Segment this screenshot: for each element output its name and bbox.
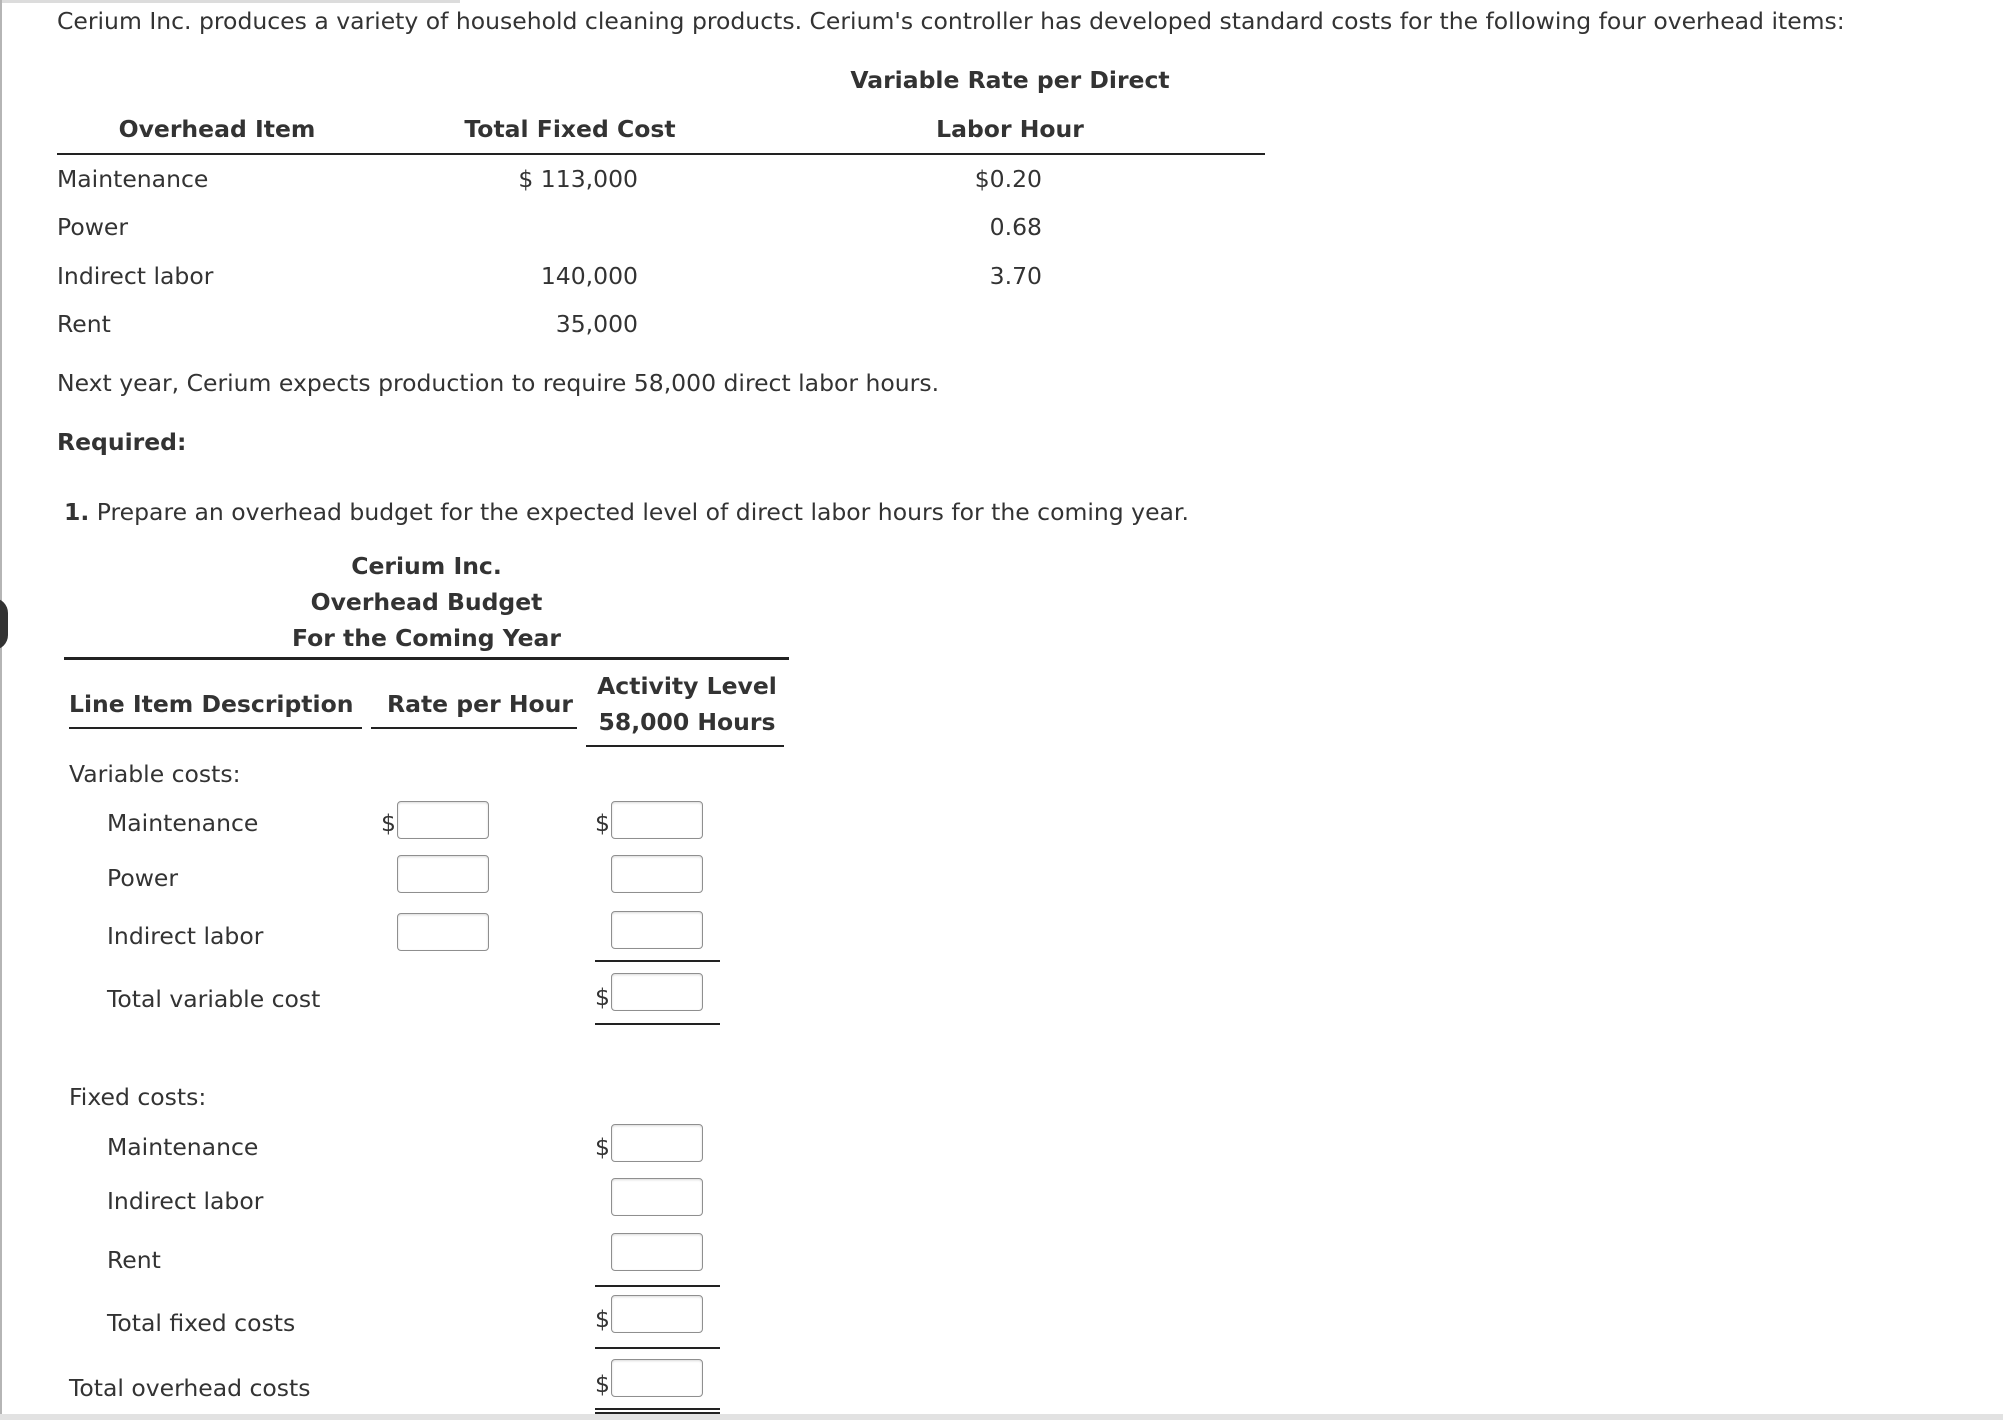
row-rate-maintenance: $0.20 (974, 165, 1042, 193)
fixed-costs-label: Fixed costs: (69, 1083, 207, 1111)
row-item-rent: Rent (57, 310, 111, 338)
var-power-rate-input[interactable] (397, 855, 489, 893)
col-header-activity-line2: 58,000 Hours (598, 708, 776, 736)
var-indirect-labor-label: Indirect labor (107, 922, 264, 950)
col-rule-rate (371, 727, 577, 729)
variable-costs-label: Variable costs: (69, 760, 241, 788)
fix-indirect-labor-label: Indirect labor (107, 1187, 264, 1215)
col-header-activity-line1: Activity Level (597, 672, 777, 700)
intro-text: Cerium Inc. produces a variety of household cleaning products. Cerium's controller has developed standard costs for the following four overhead items: (57, 7, 1845, 35)
row-rate-power: 0.68 (989, 213, 1042, 241)
row-rate-indirect-labor: 3.70 (989, 262, 1042, 290)
var-maintenance-amount-currency: $ (595, 809, 610, 837)
row-fixed-rent: 35,000 (555, 310, 638, 338)
row-item-power: Power (57, 213, 129, 241)
row-item-indirect-labor: Indirect labor (57, 262, 214, 290)
col-header-rate: Rate per Hour (387, 690, 573, 718)
var-maintenance-rate-currency: $ (381, 809, 396, 837)
total-overhead-costs-input[interactable] (611, 1359, 703, 1397)
total-fixed-costs-input[interactable] (611, 1295, 703, 1333)
var-indirect-labor-rate-input[interactable] (397, 913, 489, 951)
budget-title-rule (64, 657, 789, 660)
var-power-label: Power (107, 864, 179, 892)
budget-title-company: Cerium Inc. (351, 552, 502, 580)
row-item-maintenance: Maintenance (57, 165, 209, 193)
fix-subtotal-rule (595, 1285, 720, 1287)
header-total-fixed-cost: Total Fixed Cost (464, 115, 676, 143)
budget-title-name: Overhead Budget (310, 588, 543, 616)
header-variable-rate-line2: Labor Hour (936, 115, 1084, 143)
row-fixed-indirect-labor: 140,000 (540, 262, 638, 290)
fix-rent-input[interactable] (611, 1233, 703, 1271)
required-label: Required: (57, 428, 187, 456)
left-border (0, 0, 2, 1420)
var-indirect-labor-amount-input[interactable] (611, 911, 703, 949)
var-maintenance-label: Maintenance (107, 809, 259, 837)
total-variable-cost-rule (595, 1023, 720, 1025)
question-text: Prepare an overhead budget for the expected level of direct labor hours for the coming year. (96, 498, 1189, 526)
bottom-scroll-edge (0, 1414, 2003, 1420)
top-shade (0, 0, 460, 3)
total-variable-cost-currency: $ (595, 983, 610, 1011)
row-fixed-maintenance: $ 113,000 (518, 165, 638, 193)
total-overhead-double-rule-top (595, 1408, 720, 1410)
header-variable-rate-line1: Variable Rate per Direct (850, 66, 1170, 94)
total-overhead-costs-currency: $ (595, 1370, 610, 1398)
col-rule-activity (586, 745, 784, 747)
question-1 (64, 497, 1189, 527)
var-subtotal-rule (595, 960, 720, 962)
var-power-amount-input[interactable] (611, 855, 703, 893)
total-overhead-costs-label: Total overhead costs (69, 1374, 311, 1402)
total-fixed-costs-currency: $ (595, 1305, 610, 1333)
total-variable-cost-input[interactable] (611, 973, 703, 1011)
col-rule-description (69, 727, 362, 729)
scroll-knob[interactable] (0, 598, 8, 650)
budget-title-period: For the Coming Year (291, 624, 561, 652)
total-fixed-costs-rule (595, 1347, 720, 1349)
var-maintenance-amount-input[interactable] (611, 801, 703, 839)
var-maintenance-rate-input[interactable] (397, 801, 489, 839)
fix-maintenance-currency: $ (595, 1133, 610, 1161)
next-year-text: Next year, Cerium expects production to require 58,000 direct labor hours. (57, 369, 940, 397)
fix-rent-label: Rent (107, 1246, 161, 1274)
fix-maintenance-label: Maintenance (107, 1133, 259, 1161)
fix-maintenance-input[interactable] (611, 1124, 703, 1162)
total-variable-cost-label: Total variable cost (107, 985, 321, 1013)
fix-indirect-labor-input[interactable] (611, 1178, 703, 1216)
question-number: 1. (64, 498, 90, 526)
total-fixed-costs-label: Total fixed costs (107, 1309, 296, 1337)
header-overhead-item: Overhead Item (118, 115, 316, 143)
col-header-description: Line Item Description (69, 690, 354, 718)
cost-table-header-rule (57, 153, 1265, 155)
